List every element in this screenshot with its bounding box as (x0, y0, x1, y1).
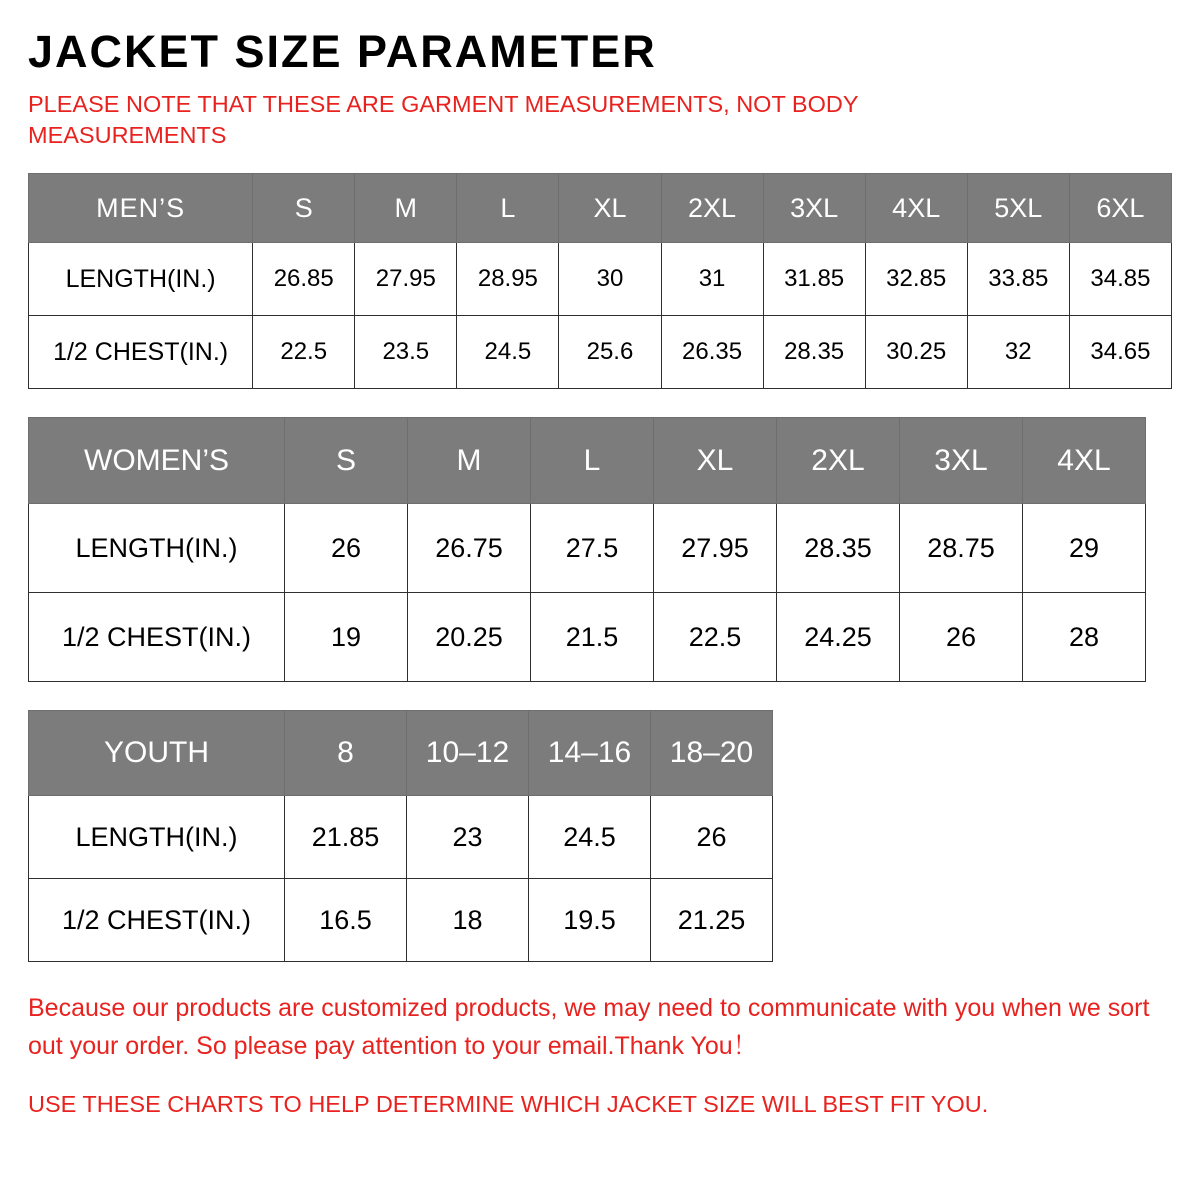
table-cell: 22.5 (253, 316, 355, 389)
table-cell: 21.85 (285, 796, 407, 879)
table-row (29, 504, 1146, 593)
table-row (29, 243, 1172, 316)
table-cell: 33.85 (967, 243, 1069, 316)
womens-size-header: 2XL (777, 418, 900, 504)
womens-size-header: M (408, 418, 531, 504)
table-cell: 20.25 (408, 593, 531, 682)
table-cell: 24.5 (457, 316, 559, 389)
youth-size-header: 18–20 (651, 711, 773, 796)
table-cell: 34.65 (1069, 316, 1171, 389)
row-label: 1/2 CHEST(IN.) (29, 316, 253, 389)
footer-line-1: Because our products are customized products, we may need to communicate with you when we sort out your order. So please pay attention to your email.Thank You！ (28, 994, 1150, 1060)
table-cell: 28.35 (777, 504, 900, 593)
youth-size-header: 14–16 (529, 711, 651, 796)
womens-size-header: S (285, 418, 408, 504)
table-cell: 29 (1023, 504, 1146, 593)
table-cell: 27.95 (355, 243, 457, 316)
table-cell: 30.25 (865, 316, 967, 389)
table-cell: 22.5 (654, 593, 777, 682)
table-row (29, 316, 1172, 389)
womens-table-head (29, 418, 1146, 504)
table-row (29, 796, 773, 879)
womens-size-header: XL (654, 418, 777, 504)
table-cell: 32 (967, 316, 1069, 389)
table-cell: 28.95 (457, 243, 559, 316)
youth-table-head (29, 711, 773, 796)
mens-size-header: 3XL (763, 174, 865, 243)
womens-header-label: WOMEN’S (29, 418, 285, 504)
mens-size-header: L (457, 174, 559, 243)
table-cell: 23.5 (355, 316, 457, 389)
youth-header-label: YOUTH (29, 711, 285, 796)
footer-line-2: USE THESE CHARTS TO HELP DETERMINE WHICH JACKET SIZE WILL BEST FIT YOU. (28, 1091, 989, 1118)
row-label: LENGTH(IN.) (29, 243, 253, 316)
mens-size-header: XL (559, 174, 661, 243)
youth-size-header: 8 (285, 711, 407, 796)
table-cell: 34.85 (1069, 243, 1171, 316)
womens-size-header: 4XL (1023, 418, 1146, 504)
table-header-row (29, 174, 1172, 243)
youth-size-table (28, 710, 773, 962)
mens-size-header: 4XL (865, 174, 967, 243)
table-cell: 16.5 (285, 879, 407, 962)
table-cell: 27.5 (531, 504, 654, 593)
table-cell: 28 (1023, 593, 1146, 682)
mens-size-header: 5XL (967, 174, 1069, 243)
table-cell: 26.75 (408, 504, 531, 593)
mens-size-header: 2XL (661, 174, 763, 243)
mens-size-header: 6XL (1069, 174, 1171, 243)
table-cell: 28.35 (763, 316, 865, 389)
youth-size-header: 10–12 (407, 711, 529, 796)
table-cell: 24.5 (529, 796, 651, 879)
row-label: LENGTH(IN.) (29, 504, 285, 593)
table-cell: 26 (900, 593, 1023, 682)
table-cell: 28.75 (900, 504, 1023, 593)
table-cell: 31 (661, 243, 763, 316)
table-header-row (29, 418, 1146, 504)
table-cell: 18 (407, 879, 529, 962)
table-cell: 23 (407, 796, 529, 879)
table-cell: 26 (285, 504, 408, 593)
table-cell: 27.95 (654, 504, 777, 593)
table-cell: 26.35 (661, 316, 763, 389)
row-label: LENGTH(IN.) (29, 796, 285, 879)
row-label: 1/2 CHEST(IN.) (29, 879, 285, 962)
table-cell: 21.25 (651, 879, 773, 962)
table-row (29, 879, 773, 962)
mens-header-label: MEN’S (29, 174, 253, 243)
table-cell: 21.5 (531, 593, 654, 682)
mens-table-head (29, 174, 1172, 243)
womens-size-header: 3XL (900, 418, 1023, 504)
mens-size-header: S (253, 174, 355, 243)
youth-table-body (29, 796, 773, 962)
mens-size-table (28, 173, 1172, 389)
table-cell: 26.85 (253, 243, 355, 316)
footer-notes (28, 990, 1168, 1122)
table-cell: 19 (285, 593, 408, 682)
womens-size-table (28, 417, 1146, 682)
table-header-row (29, 711, 773, 796)
table-cell: 30 (559, 243, 661, 316)
table-cell: 24.25 (777, 593, 900, 682)
mens-table-body (29, 243, 1172, 389)
womens-size-header: L (531, 418, 654, 504)
page-title: JACKET SIZE PARAMETER (28, 26, 657, 77)
row-label: 1/2 CHEST(IN.) (29, 593, 285, 682)
table-cell: 19.5 (529, 879, 651, 962)
table-cell: 32.85 (865, 243, 967, 316)
table-cell: 26 (651, 796, 773, 879)
womens-table-body (29, 504, 1146, 682)
table-row (29, 593, 1146, 682)
measurement-note: PLEASE NOTE THAT THESE ARE GARMENT MEASUREMENTS, NOT BODY MEASUREMENTS (28, 91, 859, 149)
table-cell: 31.85 (763, 243, 865, 316)
table-cell: 25.6 (559, 316, 661, 389)
mens-size-header: M (355, 174, 457, 243)
